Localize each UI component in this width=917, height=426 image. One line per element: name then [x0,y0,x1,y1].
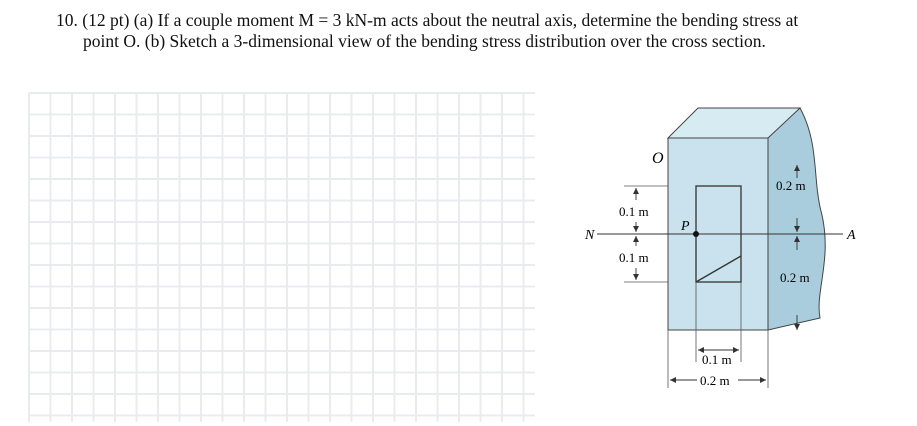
dim-arrowhead [733,347,739,353]
label-dim-left-bottom: 0.1 m [619,250,649,265]
beam-cross-section-figure [535,88,917,426]
problem-statement [56,10,906,52]
dim-arrowhead [633,236,639,242]
beam-diagram [535,88,917,426]
answer-grid [28,92,535,422]
label-dim-left-top: 0.1 m [619,204,649,219]
label-dim-bottom-outer: 0.2 m [700,373,730,388]
label-dim-right-bottom: 0.2 m [780,270,810,285]
dim-arrowhead [670,377,676,383]
dim-arrowhead [633,188,639,194]
dim-arrowhead [794,324,800,330]
problem-line-2: point O. (b) Sketch a 3-dimensional view of the bending stress distribution over the cross section. [83,31,766,51]
label-point-p: P [681,219,690,234]
label-axis-a: A [847,228,856,243]
label-axis-n: N [585,228,595,243]
label-point-o: O [652,150,664,167]
label-dim-bottom-inner: 0.1 m [702,352,732,367]
label-dim-right-top: 0.2 m [776,178,806,193]
dim-arrowhead [633,226,639,232]
dim-arrowhead [633,274,639,280]
point-p-marker [693,231,699,237]
dim-arrowhead [760,377,766,383]
problem-line-1: 10. (12 pt) (a) If a couple moment M = 3 kN-m acts about the neutral axis, determine the bending stress at [56,10,799,30]
